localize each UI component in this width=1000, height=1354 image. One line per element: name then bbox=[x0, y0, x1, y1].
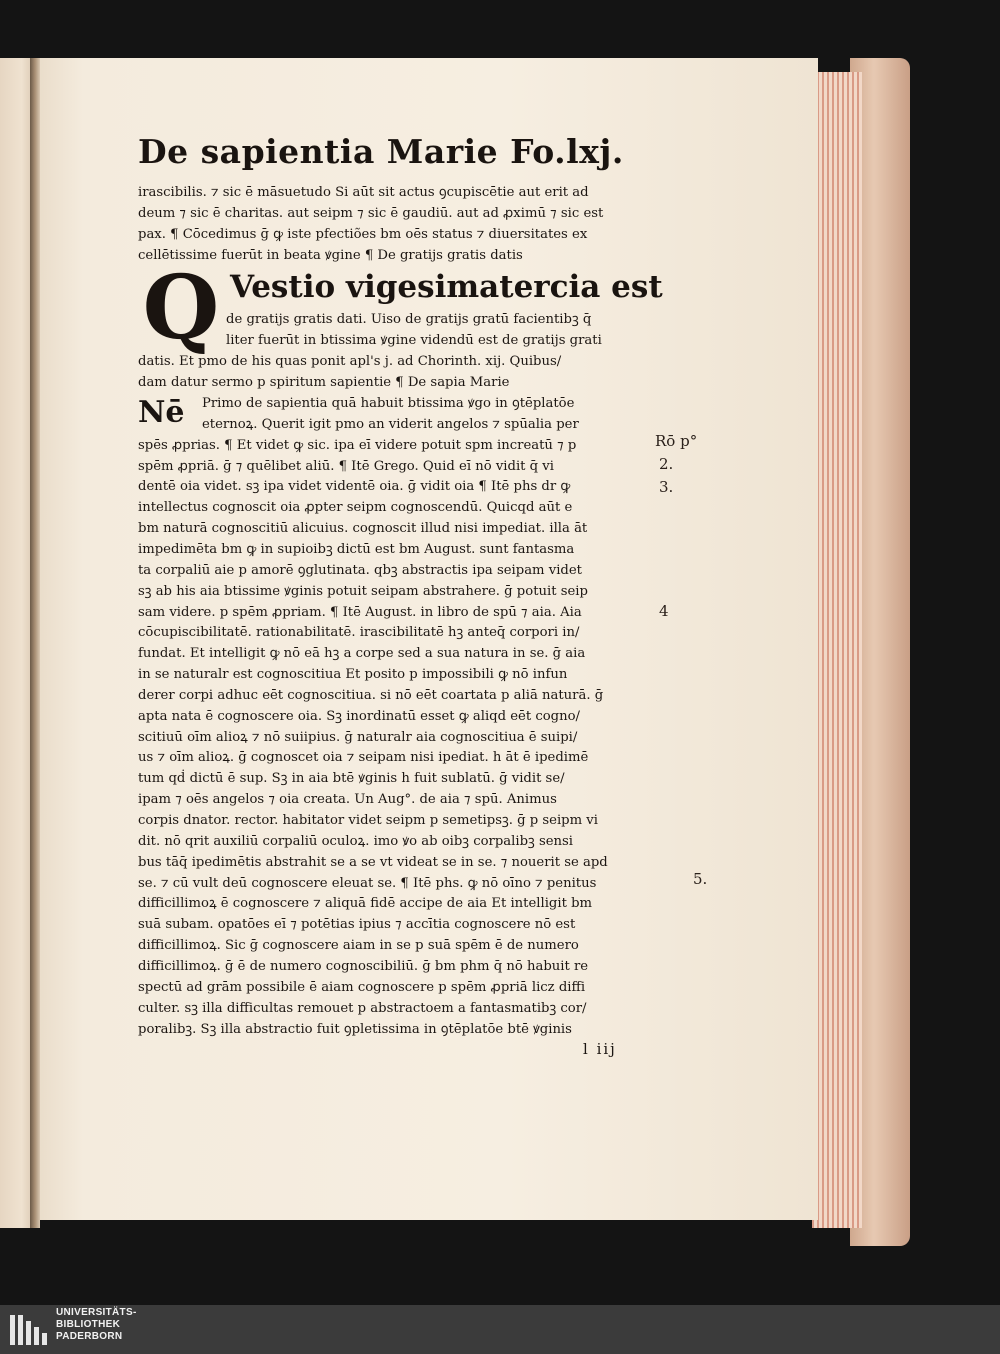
text-line: intellectus cognoscit oia ꝓpter seipm cognoscendū. Quicqd aūt e bbox=[138, 500, 573, 516]
text-line: scitiuū oīm alioꝝ ⁊ nō suiipius. ḡ naturalr aia cognoscitiua ē suipi/ bbox=[138, 729, 578, 745]
signature-mark: l iij bbox=[583, 1040, 617, 1058]
text-line: us ⁊ oīm alioꝝ. ḡ cognoscet oia ⁊ seipam nisi ipediat. h āt ē ipedimē bbox=[138, 750, 589, 766]
library-logo-icon bbox=[10, 1315, 50, 1345]
text-line: eternoꝝ. Querit igit pmo an viderit angelos ⁊ spūalia per bbox=[202, 416, 579, 432]
margin-note: 3. bbox=[659, 478, 674, 496]
text-line: difficillimoꝝ. Sic ḡ cognoscere aiam in se p suā spēm ē de numero bbox=[138, 938, 579, 954]
text-line: bm naturā cognoscitiū alicuius. cognoscit illud nisi impediat. illa āt bbox=[138, 521, 588, 537]
repository-footer bbox=[0, 1305, 1000, 1354]
text-line: spectū ad grām possibile ē aiam cognoscere p spēm ꝓpriā licz diffi bbox=[138, 979, 586, 995]
text-line: impedimēta bm ꝙ in supioibꝫ dictū est bm August. sunt fantasma bbox=[138, 541, 575, 557]
text-line: de gratijs gratis dati. Uiso de gratijs gratū facientibꝫ q̄ bbox=[226, 312, 592, 327]
text-line: cellētissime fuerūt in beata ꝟgine ¶ De gratijs gratis datis bbox=[138, 248, 523, 263]
section-initial: Nē bbox=[138, 395, 185, 430]
text-line: culter. sꝫ illa difficultas remouet p abstractoem a fantasmatibꝫ cor/ bbox=[138, 1000, 587, 1016]
text-line: poralibꝫ. Sꝫ illa abstractio fuit ꝯpletissima in ꝯtēplatōe btē ꝟginis bbox=[138, 1021, 572, 1037]
book-gutter bbox=[30, 58, 40, 1228]
text-line: difficillimoꝝ. ḡ ē de numero cognoscibiliū. ḡ bm phm q̄ nō habuit re bbox=[138, 958, 589, 974]
question-heading: Vestio vigesimatercia est bbox=[230, 269, 663, 305]
text-line: sam videre. p spēm ꝓpriam. ¶ Itē August. in libro de spū ⁊ aia. Aia bbox=[138, 604, 582, 620]
text-line: spēm ꝓpriā. ḡ ⁊ quēlibet aliū. ¶ Itē Grego. Quid eī nō vidit q̄ vi bbox=[138, 458, 554, 474]
margin-note: 2. bbox=[659, 455, 674, 473]
text-line: dit. nō qrit auxiliū corpaliū oculoꝝ. imo ꝟo ab oibꝫ corpalibꝫ sensi bbox=[138, 833, 574, 849]
text-line: liter fuerūt in btissima ꝟgine videndū est de gratijs grati bbox=[226, 333, 602, 348]
margin-note: Rō p° bbox=[655, 432, 698, 450]
text-line: apta nata ē cognoscere oia. Sꝫ inordinatū esset ꝙ aliqd eēt cogno/ bbox=[138, 708, 580, 724]
text-line: difficillimoꝝ ē cognoscere ⁊ aliquā fidē accipe de aia Et intelligit bm bbox=[138, 896, 593, 912]
text-line: derer corpi adhuc eēt cognoscitiua. si nō eēt coartata p aliā naturā. ḡ bbox=[138, 687, 604, 703]
margin-note: 5. bbox=[693, 870, 708, 888]
text-line: corpis dnator. rector. habitator videt seipm p semetipsꝫ. ḡ p seipm vi bbox=[138, 813, 598, 828]
text-line: pax. ¶ Cōcedimus ḡ ꝙ iste pfectiões bm oēs status ⁊ diuersitates ex bbox=[138, 227, 588, 242]
text-line: ipam ⁊ oēs angelos ⁊ oia creata. Un Aug°. de aia ⁊ spū. Animus bbox=[138, 792, 557, 808]
text-line: tum qḋ dictū ē sup. Sꝫ in aia btē ꝟginis h fuit sublatū. ḡ vidit se/ bbox=[138, 771, 565, 787]
text-line: sꝫ ab his aia btissime ꝟginis potuit seipam abstrahere. ḡ potuit seip bbox=[138, 583, 588, 599]
page-edges bbox=[812, 72, 862, 1228]
text-line: suā subam. opatōes eī ⁊ potētias ipius ⁊ accītia cognoscere nō est bbox=[138, 917, 576, 933]
text-line: Primo de sapientia quā habuit btissima ꝟgo in ꝯtēplatōe bbox=[202, 396, 575, 411]
text-line: deum ⁊ sic ē charitas. aut seipm ⁊ sic ē gaudiū. aut ad ꝓximū ⁊ sic est bbox=[138, 206, 604, 221]
text-line: bus tāq̄ ipedimētis abstrahit se a se vt videat se in se. ⁊ nouerit se apd bbox=[138, 854, 608, 870]
margin-note: 4 bbox=[659, 602, 669, 620]
text-line: cōcupiscibilitatē. rationabilitatē. irascibilitatē hꝫ anteq̄ corpori in/ bbox=[138, 625, 580, 641]
text-line: in se naturalr est cognoscitiua Et posito p impossibili ꝙ nō infun bbox=[138, 667, 568, 683]
text-line: fundat. Et intelligit ꝙ nō eā hꝫ a corpe sed a sua natura in se. ḡ aia bbox=[138, 646, 586, 662]
running-title: De sapientia Marie Fo.lxj. bbox=[138, 132, 624, 171]
text-line: dam datur sermo p spiritum sapientie ¶ De sapia Marie bbox=[138, 375, 510, 390]
drop-cap-initial: Q bbox=[142, 255, 220, 359]
text-line: dentē oia videt. sꝫ ipa videt videntē oia. ḡ vidit oia ¶ Itē phs dr ꝙ bbox=[138, 479, 571, 495]
library-name: UNIVERSITÄTS- BIBLIOTHEK PADERBORN bbox=[56, 1307, 137, 1342]
text-line: ta corpaliū aie p amorē ꝯglutinata. qbꝫ abstractis ipa seipam videt bbox=[138, 562, 582, 578]
text-line: irascibilis. ⁊ sic ē māsuetudo Si aūt sit actus ꝯcupiscētie aut erit ad bbox=[138, 185, 589, 200]
text-line: datis. Et pmo de his quas ponit apl's j. ad Chorinth. xij. Quibus/ bbox=[138, 354, 562, 369]
text-line: spēs ꝓprias. ¶ Et videt ꝙ sic. ipa eī videre potuit spm increatū ⁊ p bbox=[138, 437, 577, 453]
text-line: se. ⁊ cū vult deū cognoscere eleuat se. ¶ Itē phs. ꝙ nō oīno ⁊ penitus bbox=[138, 875, 597, 891]
